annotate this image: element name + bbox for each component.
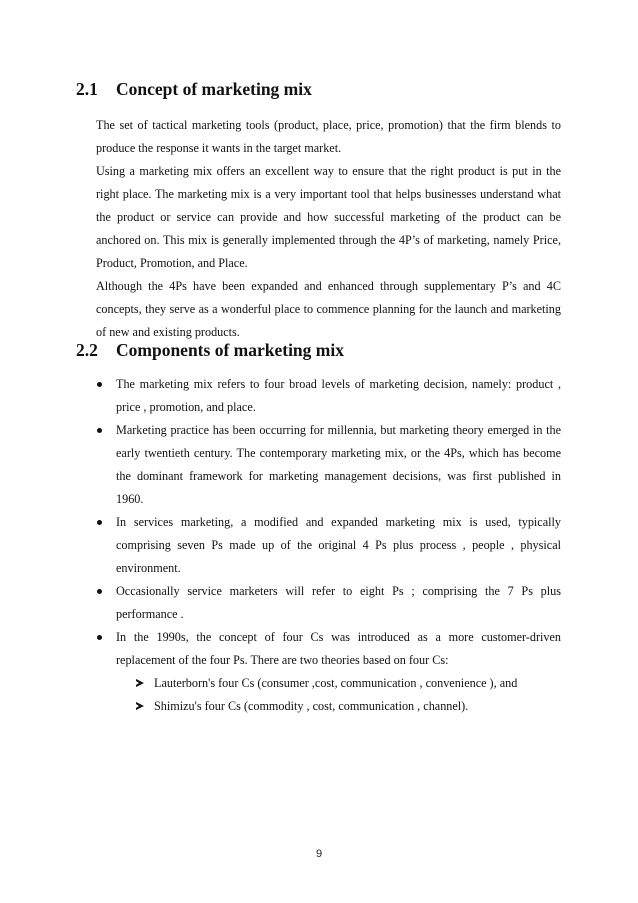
sub-list-item-text: Shimizu's four Cs (commodity , cost, communication , channel). bbox=[154, 699, 469, 713]
paragraph-4ps-expansion: Although the 4Ps have been expanded and enhanced through supplementary P’s and 4C concepts, they serve as a wonderful place to commence planning for the launch and marketing of new and existing products. bbox=[96, 279, 561, 339]
bullet-icon bbox=[97, 589, 102, 594]
bullet-icon bbox=[97, 428, 102, 433]
sub-list-item bbox=[134, 695, 561, 718]
sub-list-item bbox=[134, 672, 561, 695]
list-item-text: Marketing practice has been occurring for millennia, but marketing theory emerged in the early twentieth century. The contemporary marketing mix, or the 4Ps, which has become the dominant framework for marketing management decisions, was first published in 1960. bbox=[116, 423, 561, 506]
page-number: 9 bbox=[315, 848, 323, 860]
section-title: Concept of marketing mix bbox=[116, 79, 312, 99]
arrow-bullet-icon bbox=[136, 679, 144, 687]
sub-list-item-text: Lauterborn's four Cs (consumer ,cost, communication , convenience ), and bbox=[154, 676, 518, 690]
section-heading-2-1 bbox=[76, 79, 312, 99]
bullet-icon bbox=[97, 635, 102, 640]
list-item bbox=[96, 580, 561, 626]
bullet-icon bbox=[97, 520, 102, 525]
list-item bbox=[96, 419, 561, 511]
section-title: Components of marketing mix bbox=[116, 340, 344, 360]
list-item bbox=[96, 373, 561, 419]
bullet-icon bbox=[97, 382, 102, 387]
list-item bbox=[96, 511, 561, 580]
list-item-text: In services marketing, a modified and expanded marketing mix is used, typically comprising seven Ps made up of the original 4 Ps plus process , people , physical environment. bbox=[116, 515, 561, 575]
section-number: 2.1 bbox=[76, 79, 98, 99]
four-cs-sub-list bbox=[116, 672, 561, 718]
arrow-bullet-icon bbox=[136, 702, 144, 710]
list-item-text: In the 1990s, the concept of four Cs was introduced as a more customer-driven replacement of the four Ps. There are two theories based on four Cs: bbox=[116, 630, 561, 667]
section-number: 2.2 bbox=[76, 340, 98, 360]
paragraph-definition: The set of tactical marketing tools (product, place, price, promotion) that the firm blends to produce the response it wants in the target market. bbox=[96, 118, 561, 155]
list-item-text: Occasionally service marketers will refer to eight Ps ; comprising the 7 Ps plus performance . bbox=[116, 584, 561, 621]
list-item-text: The marketing mix refers to four broad levels of marketing decision, namely: product , price , promotion, and place. bbox=[116, 377, 561, 414]
section-heading-2-2 bbox=[76, 340, 344, 360]
components-bullet-list bbox=[96, 373, 561, 718]
paragraph-marketing-mix-use: Using a marketing mix offers an excellent way to ensure that the right product is put in the right place. The marketing mix is a very important tool that helps businesses understand what the product or service can provide and how successful marketing of the product can be anchored on. This mix is generally implemented through the 4P’s of marketing, namely Price, Product, Promotion, and Place. bbox=[96, 164, 561, 270]
list-item bbox=[96, 626, 561, 718]
